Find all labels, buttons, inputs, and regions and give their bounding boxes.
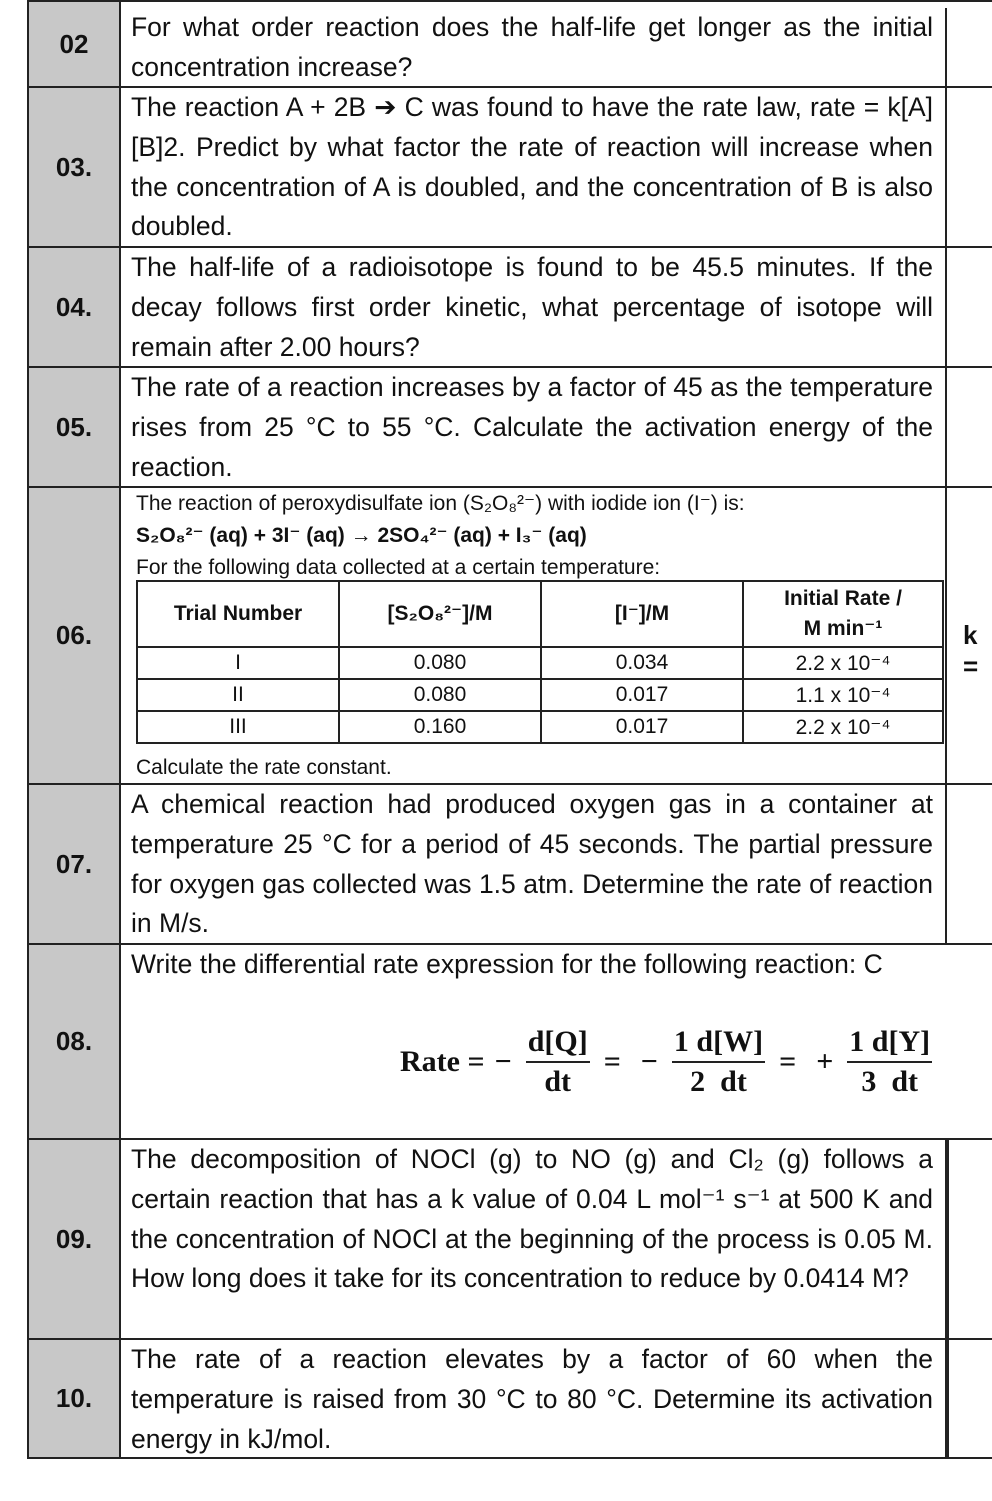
question-number: 05. (27, 368, 121, 486)
rate-lhs: Rate = (400, 1045, 485, 1078)
term1-num: d[Q] (526, 1025, 590, 1063)
table-lead: For the following data collected at a certain temperature: (136, 556, 661, 579)
answer-k-label: k = (963, 620, 979, 681)
question-number: 10. (27, 1340, 121, 1457)
table-cell: I (137, 647, 339, 679)
header-rate-line1: Initial Rate / (784, 587, 902, 610)
equals-2: = (779, 1045, 797, 1078)
table-cell: 1.1 x 10⁻⁴ (743, 679, 943, 711)
rate-data-table (136, 580, 944, 744)
table-cell: 0.080 (339, 647, 541, 679)
term2-num: 1 d[W] (672, 1025, 765, 1063)
question-number: 07. (27, 785, 121, 943)
equals-1: = (603, 1045, 621, 1078)
term3-den: 3 dt (861, 1065, 919, 1098)
table-cell: III (137, 711, 339, 743)
table-cell: 2.2 x 10⁻⁴ (743, 647, 943, 679)
question-text: The half-life of a radioisotope is found to be 45.5 minutes. If the decay follows first order kinetic, what percentage of isotope will remain after 2.00 hours? (117, 248, 947, 366)
question-number: 03. (27, 88, 121, 246)
table-cell: 0.017 (541, 711, 743, 743)
table-cell: II (137, 679, 339, 711)
question-number: 09. (27, 1140, 121, 1338)
table-cell: 0.080 (339, 679, 541, 711)
question-number: 08. (27, 945, 121, 1138)
term3-fraction (847, 1025, 932, 1099)
question-text: The rate of a reaction increases by a factor of 45 as the temperature rises from 25 °C to 55 °C. Calculate the activation energy of the reaction. (117, 368, 947, 486)
question-number: 04. (27, 248, 121, 366)
table-row (137, 679, 943, 711)
rate-expression (400, 1025, 936, 1099)
header-trial: Trial Number (137, 581, 339, 647)
question-text: The reaction A + 2B ➔ C was found to have the rate law, rate = k[A][B]2. Predict by what factor the rate of reaction will increase when the concentration of A is doubled, and the concentration of B is also doubled. (117, 88, 947, 246)
term2-sign: − (640, 1045, 658, 1078)
question-text: The rate of a reaction elevates by a factor of 60 when the temperature is raised from 30 °C to 80 °C. Determine its activation energy in kJ/mol. (117, 1340, 947, 1457)
header-iodide: [I⁻]/M (541, 581, 743, 647)
table-cell: 0.017 (541, 679, 743, 711)
row-divider (27, 0, 992, 2)
table-cell: 0.160 (339, 711, 541, 743)
term1-sign: − (494, 1045, 512, 1078)
table-cell: 0.034 (541, 647, 743, 679)
question-text: Write the differential rate expression for the following reaction: C (131, 949, 883, 979)
table-row (137, 711, 943, 743)
term3-sign: + (816, 1045, 834, 1078)
question-number: 02 (27, 2, 121, 86)
question-footer: Calculate the rate constant. (136, 756, 392, 779)
question-text: For what order reaction does the half-life get longer as the initial concentration increase? (117, 8, 947, 86)
question-number: 06. (27, 488, 121, 783)
header-rate-line2: M min⁻¹ (803, 617, 883, 640)
term3-num: 1 d[Y] (847, 1025, 932, 1063)
question-text: The decomposition of NOCl (g) to NO (g) and Cl₂ (g) follows a certain reaction that has a k value of 0.04 L mol⁻¹ s⁻¹ at 500 K and the concentration of NOCl at the beginning of the process is 0.05 M. How long does it take for its concentration to reduce by 0.0414 M? (117, 1140, 947, 1338)
term1-fraction (526, 1025, 590, 1099)
header-rate (743, 581, 943, 647)
table-cell: 2.2 x 10⁻⁴ (743, 711, 943, 743)
header-s2o8: [S₂O₈²⁻]/M (339, 581, 541, 647)
term2-den: 2 dt (690, 1065, 747, 1098)
reaction-equation: S₂O₈²⁻ (aq) + 3I⁻ (aq) → 2SO₄²⁻ (aq) + I₃⁻ (aq) (136, 524, 587, 547)
column-edge (947, 1140, 949, 1457)
reaction-intro: The reaction of peroxydisulfate ion (S₂O₈²⁻) with iodide ion (I⁻) is: (136, 492, 745, 515)
term1-den: dt (544, 1065, 572, 1098)
table-header-row (137, 581, 943, 647)
term2-fraction (672, 1025, 765, 1099)
table-row (137, 647, 943, 679)
question-text: A chemical reaction had produced oxygen gas in a container at temperature 25 °C for a period of 45 seconds. The partial pressure for oxygen gas collected was 1.5 atm. Determine the rate of reaction in M/s. (117, 785, 947, 943)
